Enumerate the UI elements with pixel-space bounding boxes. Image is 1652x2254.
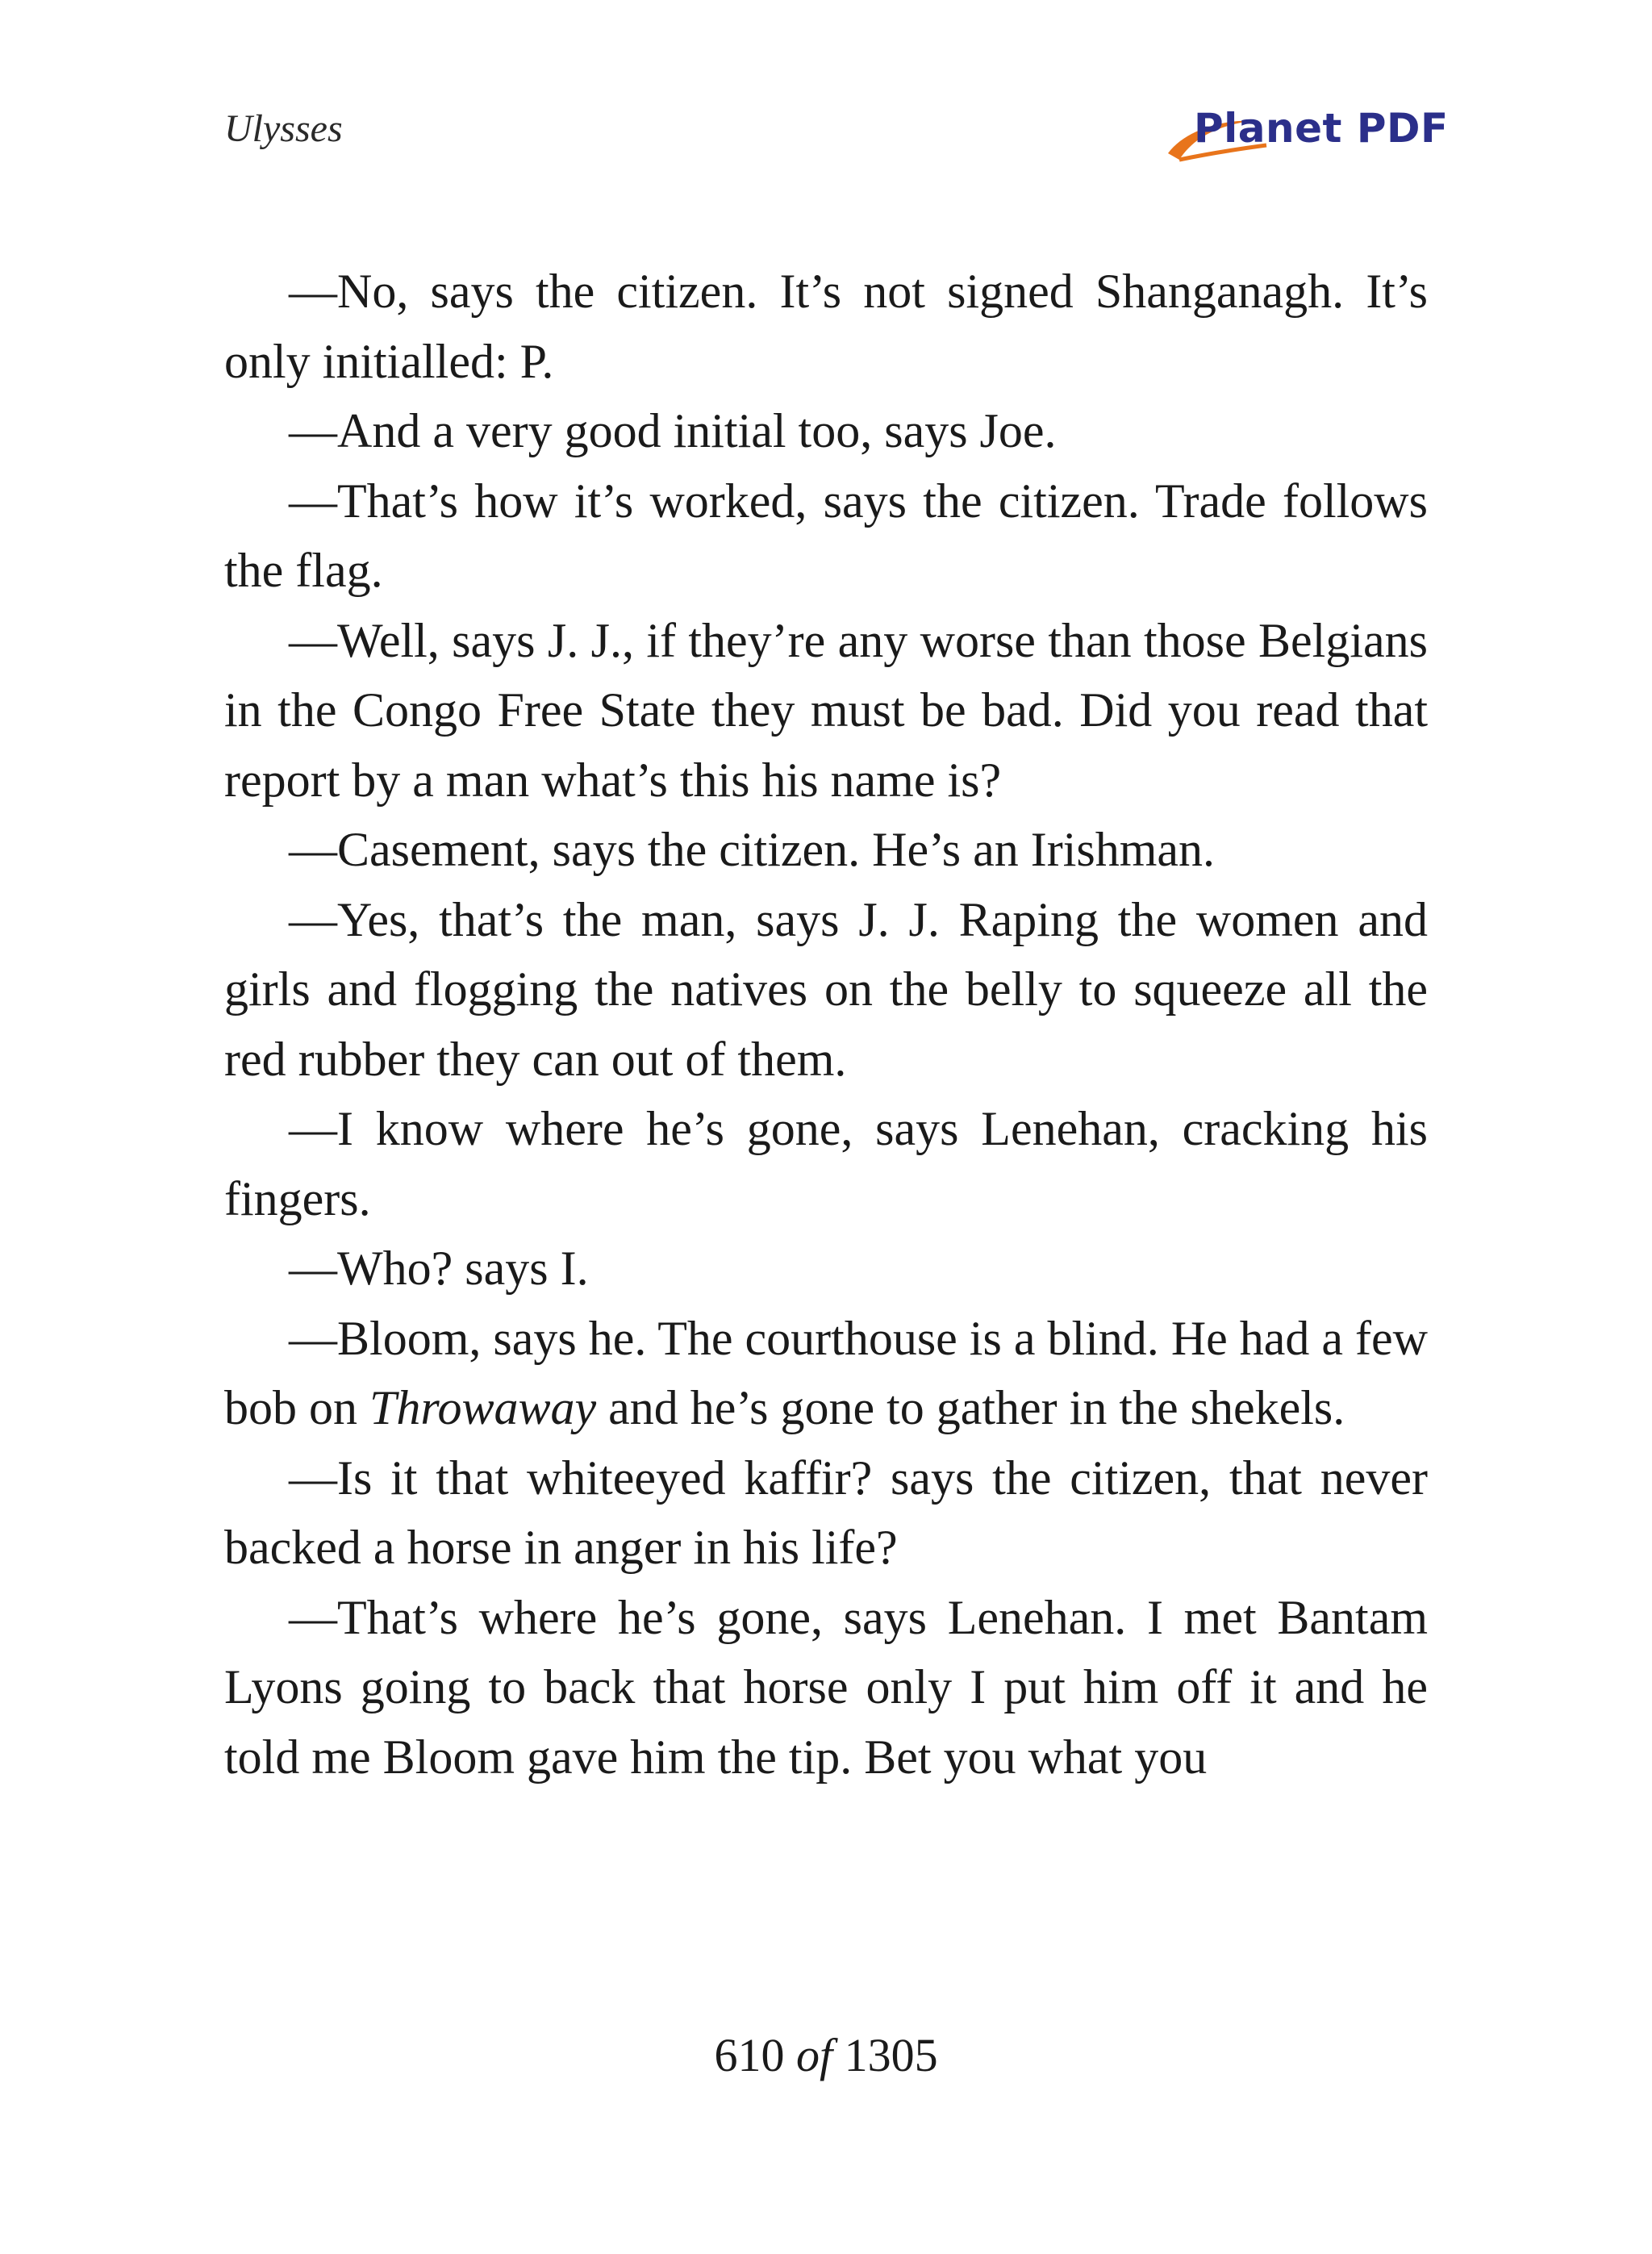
paragraph: —I know where he’s gone, says Lenehan, cracking his fingers.: [224, 1102, 1428, 1225]
italic-title: Throwaway: [369, 1381, 597, 1434]
current-page: 610: [714, 2029, 785, 2081]
paragraph-text: —Bloom, says he. The courthouse is a blind. He had a few bob on: [224, 1311, 1428, 1434]
paragraph: —Yes, that’s the man, says J. J. Raping the women and girls and flogging the natives on the belly to squeeze all the red rubber they can out of them.: [224, 892, 1428, 1086]
paragraph: —Who? says I.: [289, 1242, 589, 1295]
paragraph: —And a very good initial too, says Joe.: [289, 404, 1057, 457]
text-body: [224, 257, 1428, 1792]
of-label: of: [795, 2029, 833, 2081]
planet-pdf-logo: [1162, 97, 1449, 169]
paragraph: —No, says the citizen. It’s not signed Shanganagh. It’s only initialled: P.: [224, 265, 1428, 388]
paragraph: —Well, says J. J., if they’re any worse than those Belgians in the Congo Free State they must be bad. Did you read that report by a man what’s this his name is?: [224, 613, 1428, 807]
total-pages: 1305: [844, 2029, 938, 2081]
paragraph: [224, 1304, 1428, 1443]
paragraph: —That’s how it’s worked, says the citizen. Trade follows the flag.: [224, 474, 1428, 597]
paragraph-text: and he’s gone to gather in the shekels.: [596, 1381, 1345, 1434]
paragraph: —Casement, says the citizen. He’s an Irishman.: [289, 823, 1216, 876]
logo-text: Planet PDF: [1194, 105, 1449, 152]
book-title: Ulysses: [224, 107, 343, 150]
page-number: [0, 2028, 1652, 2082]
paragraph: —That’s where he’s gone, says Lenehan. I met Bantam Lyons going to back that horse only I put him off it and he told me Bloom gave him the tip. Bet you what you: [224, 1590, 1428, 1784]
paragraph: —Is it that whiteeyed kaffir? says the citizen, that never backed a horse in anger in his life?: [224, 1450, 1428, 1574]
